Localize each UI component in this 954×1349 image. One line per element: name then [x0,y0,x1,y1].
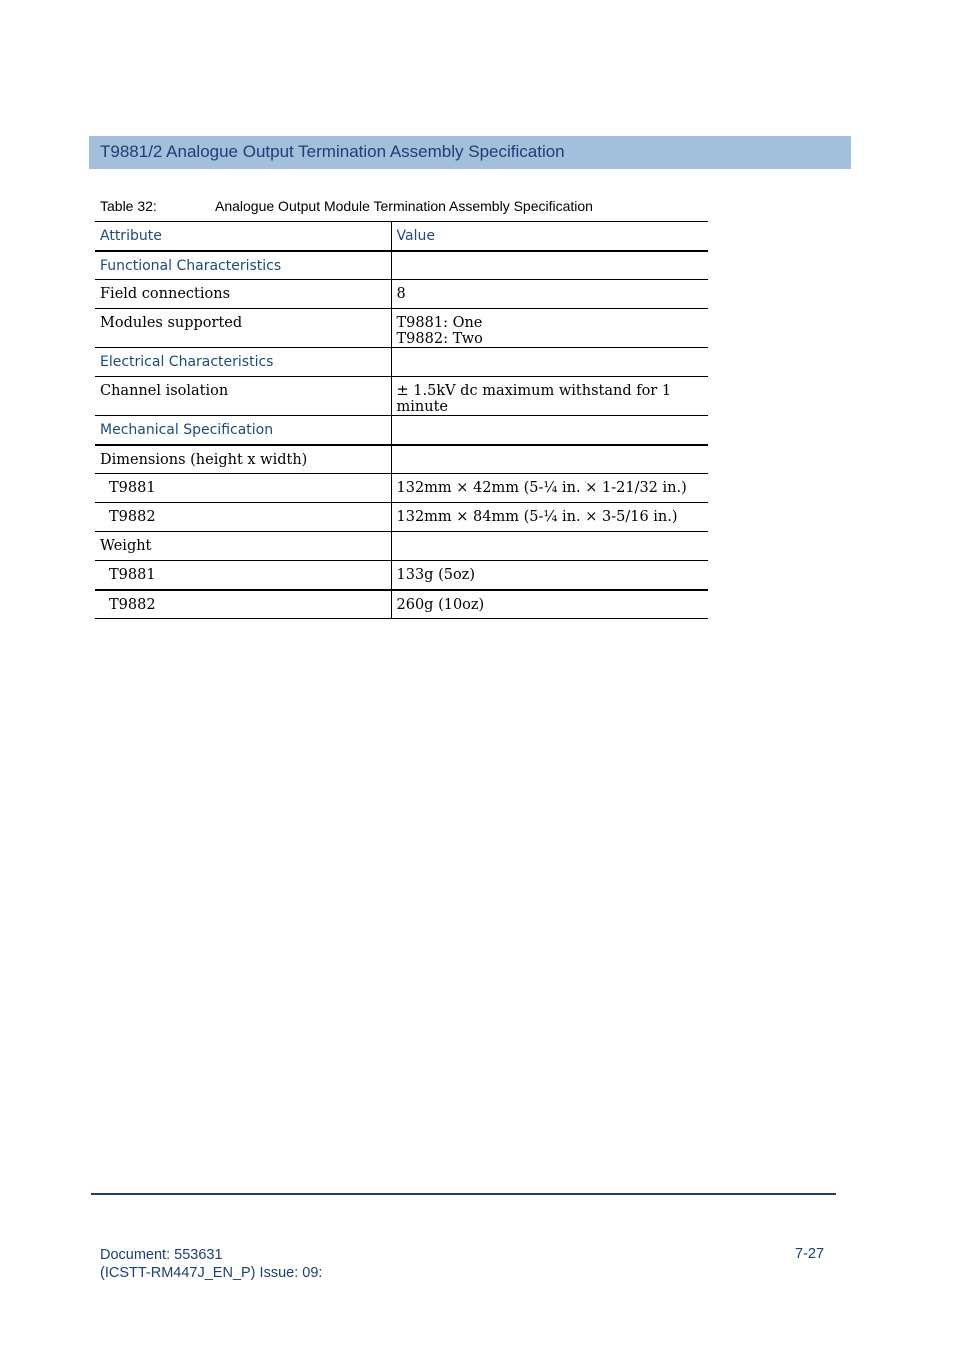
empty-cell [391,348,708,377]
field-connections-label: Field connections [95,280,391,309]
header-attribute: Attribute [95,222,391,251]
modules-supported-value-2: T9882: Two [396,331,483,347]
table-caption-title: Analogue Output Module Termination Assembly Specification [215,198,593,214]
footer-document-line: Document: 553631 [100,1247,223,1263]
dim-t9882-value: 132mm × 84mm (5-¼ in. × 3-5/16 in.) [391,503,708,532]
header-value: Value [391,222,708,251]
page-number: 7-27 [795,1246,825,1262]
electrical-heading: Electrical Characteristics [95,348,391,377]
channel-isolation-value: ± 1.5kV dc maximum withstand for 1 minute [391,377,708,416]
table-row [95,532,708,561]
wt-t9882-label: T9882 [95,590,391,619]
empty-cell [391,416,708,445]
section-heading [89,136,851,169]
table-row [95,416,708,445]
spec-table [95,221,708,619]
table-row [95,445,708,474]
dim-t9881-value: 132mm × 42mm (5-¼ in. × 1-21/32 in.) [391,474,708,503]
dim-t9881-label: T9881 [95,474,391,503]
empty-cell [391,445,708,474]
field-connections-value: 8 [391,280,708,309]
dim-t9882-label: T9882 [95,503,391,532]
modules-supported-value-1: T9881: One [396,315,483,331]
empty-cell [391,251,708,280]
mechanical-heading: Mechanical Specification [95,416,391,445]
footer-divider [91,1193,836,1195]
wt-t9881-label: T9881 [95,561,391,590]
dimensions-label: Dimensions (height x width) [95,445,391,474]
table-row [95,590,708,619]
table-row [95,309,708,348]
table-row [95,251,708,280]
weight-label: Weight [95,532,391,561]
modules-supported-label: Modules supported [95,309,391,348]
table-header-row [95,222,708,251]
table-row [95,377,708,416]
table-row [95,561,708,590]
empty-cell [391,532,708,561]
table-row [95,474,708,503]
table-row [95,503,708,532]
table-row [95,348,708,377]
functional-heading: Functional Characteristics [95,251,391,280]
wt-t9881-value: 133g (5oz) [391,561,708,590]
channel-isolation-label: Channel isolation [95,377,391,416]
section-title: T9881/2 Analogue Output Termination Assembly Specification [100,142,565,161]
wt-t9882-value: 260g (10oz) [391,590,708,619]
footer-document-info [100,1246,322,1282]
table-caption-number: Table 32: [100,198,157,214]
table-row [95,280,708,309]
modules-supported-value [391,309,708,348]
footer-issue-line: (ICSTT-RM447J_EN_P) Issue: 09: [100,1265,323,1281]
table-caption [100,198,593,214]
